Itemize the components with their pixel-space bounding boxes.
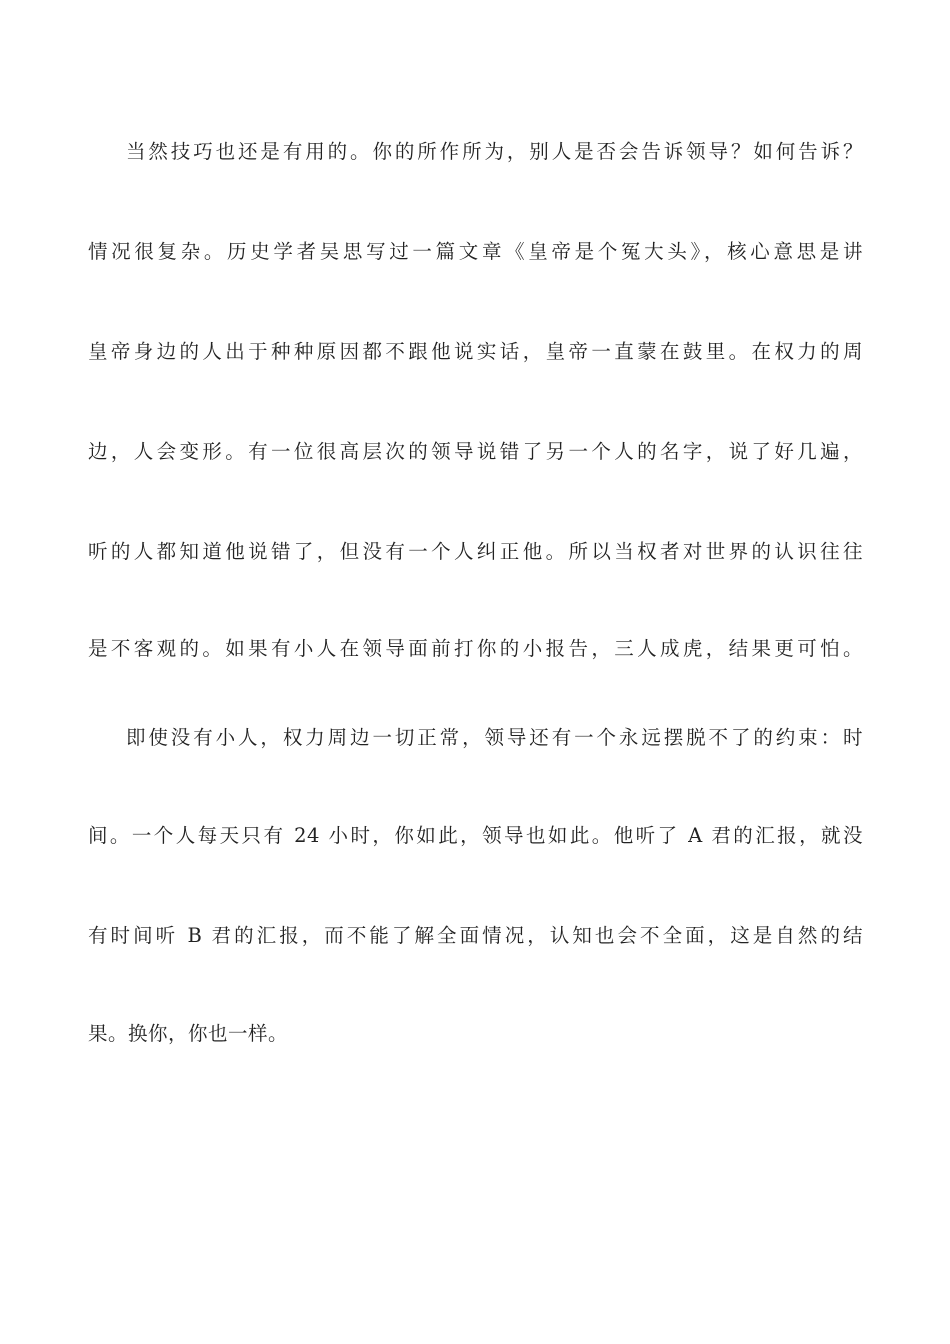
paragraph-line: 听的人都知道他说错了，但没有一个人纠正他。所以当权者对世界的认识往往 — [88, 540, 863, 563]
paragraph-line: 皇帝身边的人出于种种原因都不跟他说实话，皇帝一直蒙在鼓里。在权力的周 — [88, 340, 863, 363]
paragraph-line: 有时间听 B 君的汇报，而不能了解全面情况，认知也会不全面，这是自然的结 — [88, 924, 863, 947]
paragraph-line: 间。一个人每天只有 24 小时，你如此，领导也如此。他听了 A 君的汇报，就没 — [88, 824, 863, 847]
paragraph-line: 边，人会变形。有一位很高层次的领导说错了另一个人的名字，说了好几遍， — [88, 440, 863, 463]
paragraph-line: 即使没有小人，权力周边一切正常，领导还有一个永远摆脱不了的约束：时 — [126, 726, 863, 749]
paragraph-line: 果。换你，你也一样。 — [88, 1022, 289, 1045]
paragraph-line: 情况很复杂。历史学者吴思写过一篇文章《皇帝是个冤大头》，核心意思是讲 — [88, 240, 863, 263]
paragraph-line: 当然技巧也还是有用的。你的所作所为，别人是否会告诉领导？如何告诉？ — [126, 140, 863, 163]
paragraph-line: 是不客观的。如果有小人在领导面前打你的小报告，三人成虎，结果更可怕。 — [88, 637, 863, 660]
